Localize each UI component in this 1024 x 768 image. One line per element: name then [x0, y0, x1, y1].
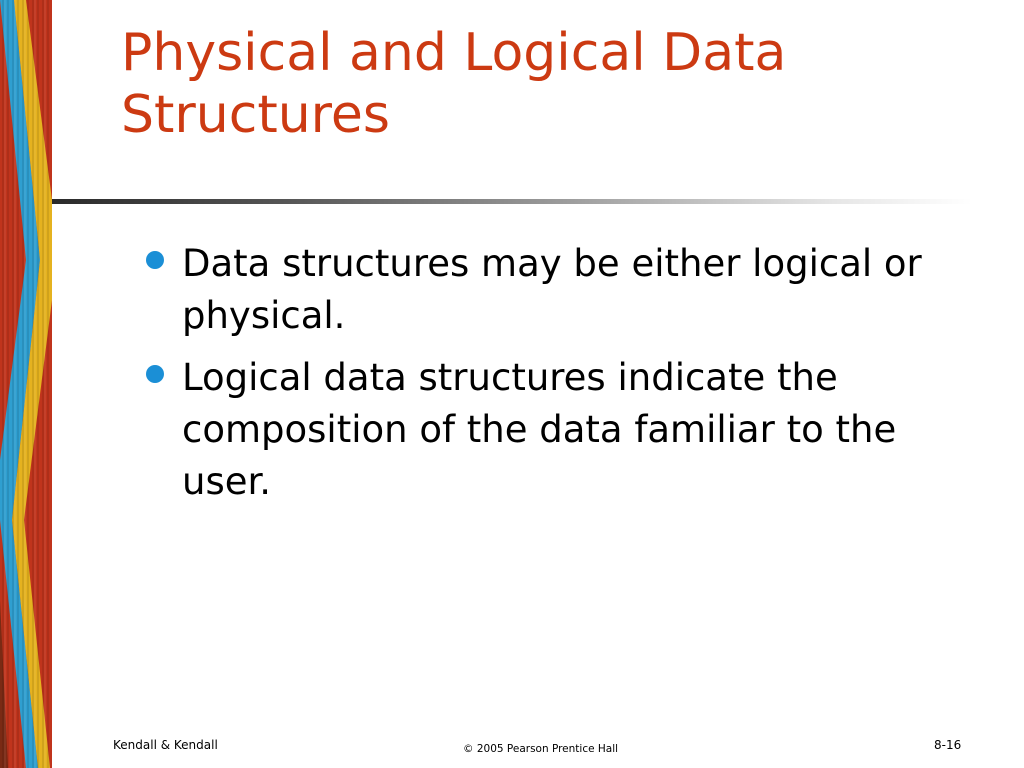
bullet-item	[146, 352, 996, 508]
title-divider	[52, 199, 972, 204]
bullet-text: Data structures may be either logical or physical.	[182, 242, 922, 337]
slide-title: Physical and Logical Data Structures	[121, 23, 787, 145]
footer-author: Kendall & Kendall	[113, 738, 218, 752]
woven-textile-strip	[0, 0, 52, 768]
footer-copyright: © 2005 Pearson Prentice Hall	[463, 743, 619, 755]
bullet-dot-icon	[146, 251, 164, 269]
bullet-list	[146, 238, 996, 518]
bullet-item	[146, 238, 996, 342]
bullet-text: Logical data structures indicate the composition of the data familiar to the user.	[182, 356, 897, 503]
footer-slide-number: 8-16	[934, 738, 962, 752]
bullet-dot-icon	[146, 365, 164, 383]
textile-pattern	[0, 0, 52, 768]
